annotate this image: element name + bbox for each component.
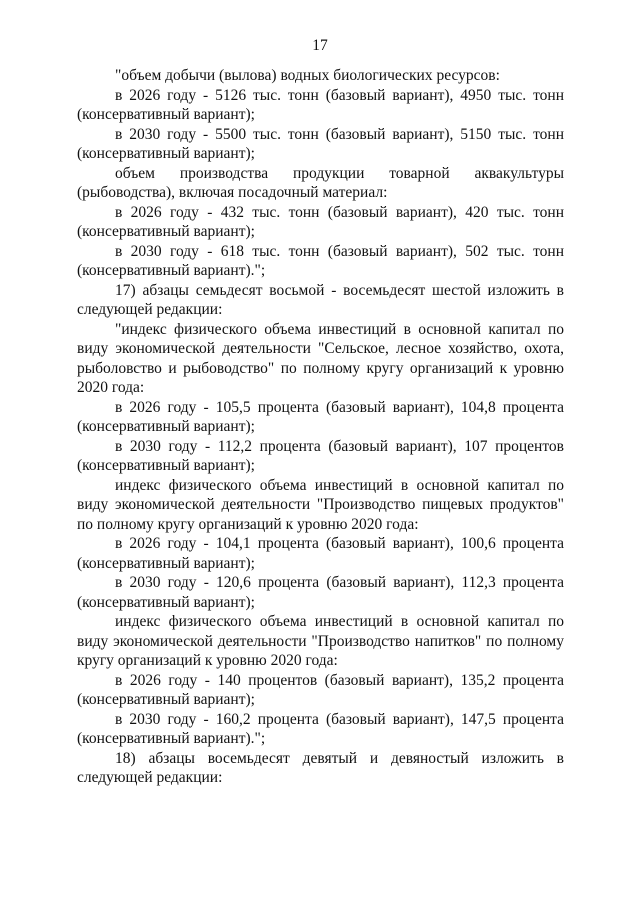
paragraph: в 2026 году - 5126 тыс. тонн (базовый вариант), 4950 тыс. тонн (консервативный вариант); xyxy=(77,86,564,123)
paragraph: в 2026 году - 140 процентов (базовый вариант), 135,2 процента (консервативный вариант); xyxy=(77,671,564,708)
page-number: 17 xyxy=(312,37,328,54)
paragraph: индекс физического объема инвестиций в основной капитал по виду экономической деятельности "Производство напитков" по полному кругу организаций к уровню 2020 года: xyxy=(77,613,564,669)
document-body xyxy=(77,66,564,788)
paragraph: в 2030 году - 618 тыс. тонн (базовый вариант), 502 тыс. тонн (консервативный вариант)."; xyxy=(77,242,564,279)
paragraph: в 2026 году - 432 тыс. тонн (базовый вариант), 420 тыс. тонн (консервативный вариант); xyxy=(77,203,564,240)
paragraph: "объем добычи (вылова) водных биологических ресурсов: xyxy=(115,67,500,84)
paragraph: 17) абзацы семьдесят восьмой - восемьдесят шестой изложить в следующей редакции: xyxy=(77,281,564,318)
paragraph: в 2026 году - 104,1 процента (базовый вариант), 100,6 процента (консервативный вариант); xyxy=(77,535,564,572)
paragraph: 18) абзацы восемьдесят девятый и девяностый изложить в следующей редакции: xyxy=(77,749,564,786)
paragraph: индекс физического объема инвестиций в основной капитал по виду экономической деятельности "Производство пищевых продуктов" по полному кругу организаций к уровню 2020 года: xyxy=(77,476,564,533)
paragraph: объем производства продукции товарной аквакультуры (рыбоводства), включая посадочный материал: xyxy=(77,164,564,201)
paragraph: в 2030 году - 112,2 процента (базовый вариант), 107 процентов (консервативный вариант); xyxy=(77,437,564,474)
paragraph: в 2026 году - 105,5 процента (базовый вариант), 104,8 процента (консервативный вариант); xyxy=(77,398,564,435)
paragraph: в 2030 году - 160,2 процента (базовый вариант), 147,5 процента (консервативный вариант)."; xyxy=(77,710,564,747)
paragraph: в 2030 году - 120,6 процента (базовый вариант), 112,3 процента (консервативный вариант); xyxy=(77,574,564,611)
paragraph: "индекс физического объема инвестиций в основной капитал по виду экономической деятельности "Сельское, лесное хозяйство, охота, рыболовство и рыбоводство" по полному кругу организаций к уровню 2020 года: xyxy=(77,320,564,396)
paragraph: в 2030 году - 5500 тыс. тонн (базовый вариант), 5150 тыс. тонн (консервативный вариант); xyxy=(77,125,564,162)
